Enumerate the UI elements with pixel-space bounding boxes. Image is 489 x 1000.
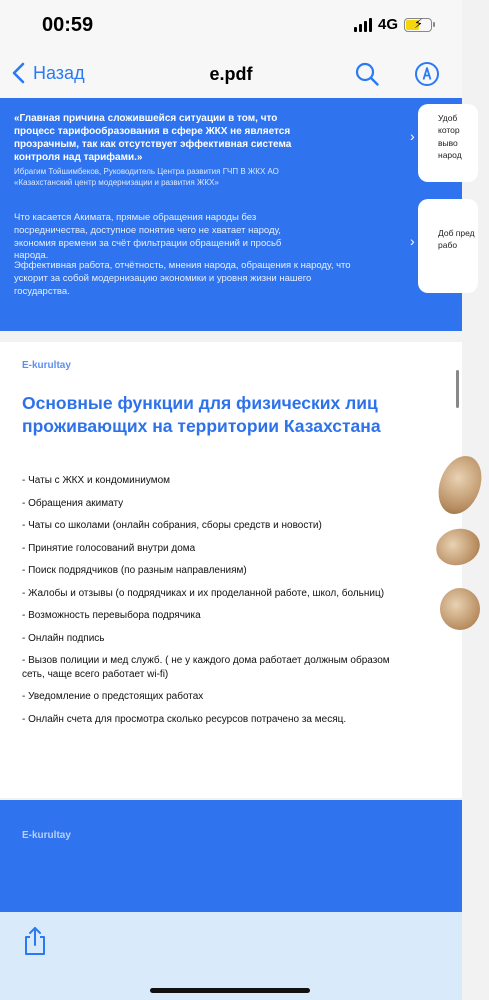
list-item: - Чаты с ЖКХ и кондоминиумом [22, 475, 171, 486]
share-button[interactable] [22, 926, 48, 961]
markup-pen-icon [414, 61, 440, 87]
list-item: - Возможность перевыбора подрячика [22, 610, 201, 621]
functions-list [22, 474, 407, 735]
list-item: - Уведомление о предстоящих работах [22, 691, 204, 702]
quote-author: Ибрагим Тойшимбеков, Руководитель Центра развития ГЧП В ЖКХ АО «Казахстанский центр модернизации и развития ЖКХ» [14, 167, 279, 187]
list-item: - Обращения акимату [22, 497, 124, 509]
network-type: 4G [377, 16, 398, 33]
akimat-paragraph: Что касается Акимата, прямые обращения народы без посредничества, доступное понятие чего не хватает народу, экономия времени за счёт фильтрации обращений и просьб народа. [14, 212, 282, 262]
decorative-nut-image [431, 450, 489, 520]
scroll-indicator[interactable] [456, 370, 459, 408]
list-item: - Поиск подрядчиков (по разным направлениям) [22, 565, 247, 576]
bottom-toolbar [0, 912, 462, 1000]
pdf-page-2 [0, 342, 462, 798]
status-indicators [354, 16, 432, 33]
search-icon [354, 61, 380, 87]
document-title: e.pdf [209, 64, 253, 84]
list-item: - Онлайн счета для просмотра сколько ресурсов потрачено за месяц. [22, 713, 347, 725]
info-card-2-text: Доб пред рабо [438, 228, 475, 251]
charging-bolt-icon: ⚡ [414, 15, 424, 31]
brand-label: E-kurultay [22, 830, 71, 841]
chevron-right-icon: › [410, 233, 415, 249]
home-indicator [150, 988, 310, 993]
page-heading: Основные функции для физических лиц проживающих на территории Казахстана [22, 393, 381, 436]
efficiency-paragraph: Эффективная работа, отчётность, мнения народа, обращения к народу, что ускорит за собой модернизацию экономики и уровня жизни нашего государства. [14, 260, 351, 297]
list-item: - Онлайн подпись [22, 632, 105, 644]
decorative-nut-image [432, 524, 484, 570]
list-item: - Чаты со школами (онлайн собрания, сборы средств и новости) [22, 520, 322, 531]
decorative-nut-image [440, 588, 480, 630]
info-card-2 [418, 199, 478, 293]
list-item: - Вызов полиции и мед служб. ( не у каждого дома работает должным образом сеть, чаще всего работает wi-fi) [22, 655, 390, 680]
list-item: - Жалобы и отзывы (о подрядчиках и их проделанной работе, школ, больниц) [22, 587, 385, 599]
back-label: Назад [33, 62, 85, 83]
list-item: - Принятие голосований внутри дома [22, 542, 196, 554]
pdf-page-3 [0, 800, 462, 912]
info-card-1-text: Удоб котор выво народ [438, 113, 462, 160]
status-time: 00:59 [42, 14, 94, 36]
search-button[interactable] [354, 61, 380, 92]
battery-icon [404, 15, 432, 32]
markup-button[interactable] [414, 61, 440, 92]
brand-label: E-kurultay [22, 360, 71, 371]
share-icon [22, 926, 48, 956]
navigation-bar [0, 52, 462, 98]
quote-text: «Главная причина сложившейся ситуации в том, что процесс тарифообразования в сфере ЖКХ не является прозрачным, так как отсутствует эффективная система контроля над тарифами.» [14, 113, 292, 163]
status-bar [0, 0, 462, 52]
info-card-1 [418, 104, 478, 182]
chevron-right-icon: › [410, 128, 415, 144]
pdf-page-1 [0, 98, 475, 331]
signal-icon [354, 18, 372, 32]
